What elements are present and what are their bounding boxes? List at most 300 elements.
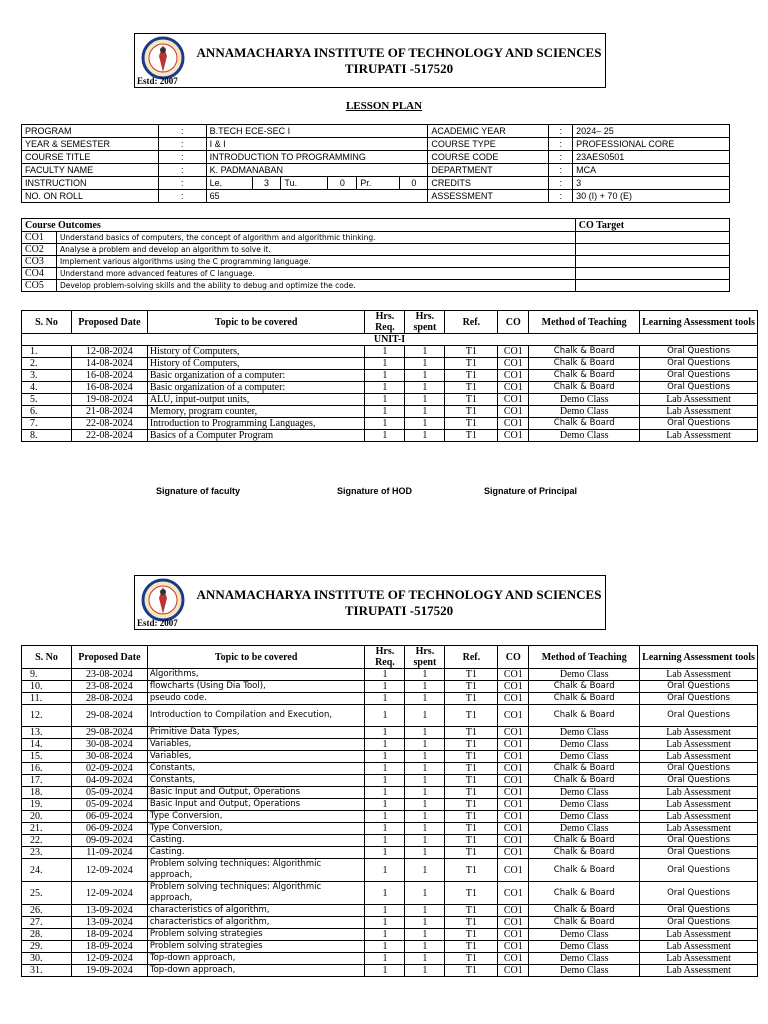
table-row	[22, 705, 758, 727]
cell-tools: Oral Questions	[640, 847, 758, 859]
cell-co: CO1	[498, 763, 529, 775]
cell-date: 05-09-2024	[71, 787, 147, 799]
header-date: Proposed Date	[71, 646, 147, 669]
cell-hrs-spent: 1	[405, 929, 445, 941]
cell-sno: 13.	[22, 727, 72, 739]
info-label: DEPARTMENT	[428, 164, 549, 177]
co-target	[575, 280, 729, 292]
cell-sno: 26.	[22, 905, 72, 917]
info-colon: :	[158, 164, 206, 177]
cell-method: Chalk & Board	[529, 382, 640, 394]
cell-topic: characteristics of algorithm,	[147, 905, 365, 917]
cell-co: CO1	[498, 693, 529, 705]
info-colon: :	[549, 190, 573, 203]
table-row	[22, 346, 758, 358]
cell-tools: Lab Assessment	[640, 406, 758, 418]
course-outcomes-header: Course Outcomes	[22, 219, 576, 232]
table-row	[22, 787, 758, 799]
cell-ref: T1	[445, 811, 498, 823]
institute-name: ANNAMACHARYA INSTITUTE OF TECHNOLOGY AND SCIENCES TIRUPATI -517520	[196, 45, 602, 76]
cell-co: CO1	[498, 669, 529, 681]
cell-date: 28-08-2024	[71, 693, 147, 705]
co-code: CO3	[22, 256, 57, 268]
cell-co: CO1	[498, 705, 529, 727]
cell-hrs-req: 1	[365, 965, 405, 977]
info-colon: :	[549, 125, 573, 138]
cell-method: Chalk & Board	[529, 763, 640, 775]
cell-tools: Oral Questions	[640, 370, 758, 382]
cell-hrs-spent: 1	[405, 705, 445, 727]
cell-co: CO1	[498, 835, 529, 847]
cell-ref: T1	[445, 847, 498, 859]
cell-tools: Lab Assessment	[640, 823, 758, 835]
cell-date: 16-08-2024	[71, 382, 147, 394]
cell-co: CO1	[498, 847, 529, 859]
cell-sno: 3.	[22, 370, 72, 382]
table-row	[22, 953, 758, 965]
cell-sno: 11.	[22, 693, 72, 705]
co-row	[22, 232, 730, 244]
cell-hrs-spent: 1	[405, 430, 445, 442]
cell-tools: Oral Questions	[640, 346, 758, 358]
info-label: COURSE TYPE	[428, 138, 549, 151]
cell-hrs-spent: 1	[405, 727, 445, 739]
cell-tools: Oral Questions	[640, 905, 758, 917]
cell-tools: Lab Assessment	[640, 394, 758, 406]
cell-method: Demo Class	[529, 727, 640, 739]
cell-method: Chalk & Board	[529, 705, 640, 727]
info-value: INTRODUCTION TO PROGRAMMING	[206, 151, 428, 164]
cell-topic: Problem solving techniques: Algorithmic approach,	[147, 882, 365, 905]
header-hrs-req: Hrs. Req.	[365, 311, 405, 334]
header-hrs-spent: Hrs. spent	[405, 311, 445, 334]
cell-topic: Introduction to Compilation and Execution,	[147, 705, 365, 727]
cell-topic: Casting.	[147, 835, 365, 847]
cell-tools: Lab Assessment	[640, 929, 758, 941]
cell-ref: T1	[445, 430, 498, 442]
cell-ref: T1	[445, 681, 498, 693]
co-row	[22, 244, 730, 256]
cell-ref: T1	[445, 763, 498, 775]
cell-topic: Problem solving techniques: Algorithmic approach,	[147, 859, 365, 882]
cell-date: 06-09-2024	[71, 811, 147, 823]
info-row	[22, 177, 730, 190]
co-code: CO5	[22, 280, 57, 292]
cell-tools: Oral Questions	[640, 882, 758, 905]
co-row	[22, 280, 730, 292]
cell-date: 04-09-2024	[71, 775, 147, 787]
cell-tools: Lab Assessment	[640, 751, 758, 763]
info-value: 2024– 25	[573, 125, 730, 138]
estd-label: Estd: 2007	[137, 76, 178, 86]
info-row	[22, 190, 730, 203]
cell-sno: 29.	[22, 941, 72, 953]
cell-hrs-spent: 1	[405, 835, 445, 847]
cell-date: 22-08-2024	[71, 430, 147, 442]
cell-method: Demo Class	[529, 430, 640, 442]
cell-hrs-req: 1	[365, 847, 405, 859]
cell-sno: 5.	[22, 394, 72, 406]
cell-ref: T1	[445, 775, 498, 787]
cell-hrs-spent: 1	[405, 681, 445, 693]
cell-method: Demo Class	[529, 406, 640, 418]
info-value: K. PADMANABAN	[206, 164, 428, 177]
table-row	[22, 775, 758, 787]
cell-co: CO1	[498, 739, 529, 751]
cell-sno: 4.	[22, 382, 72, 394]
cell-hrs-spent: 1	[405, 859, 445, 882]
cell-method: Chalk & Board	[529, 882, 640, 905]
cell-date: 12-08-2024	[71, 346, 147, 358]
co-target	[575, 256, 729, 268]
cell-topic: Basic Input and Output, Operations	[147, 787, 365, 799]
cell-date: 18-09-2024	[71, 929, 147, 941]
cell-topic: Introduction to Programming Languages,	[147, 418, 365, 430]
cell-hrs-req: 1	[365, 917, 405, 929]
cell-hrs-spent: 1	[405, 418, 445, 430]
cell-ref: T1	[445, 859, 498, 882]
cell-sno: 15.	[22, 751, 72, 763]
cell-hrs-spent: 1	[405, 941, 445, 953]
cell-ref: T1	[445, 905, 498, 917]
cell-sno: 17.	[22, 775, 72, 787]
header-date: Proposed Date	[71, 311, 147, 334]
cell-topic: Type Conversion,	[147, 811, 365, 823]
cell-ref: T1	[445, 751, 498, 763]
cell-tools: Lab Assessment	[640, 787, 758, 799]
header-tools: Learning Assessment tools	[640, 646, 758, 669]
cell-topic: Type Conversion,	[147, 823, 365, 835]
cell-date: 19-09-2024	[71, 965, 147, 977]
cell-co: CO1	[498, 775, 529, 787]
cell-hrs-req: 1	[365, 358, 405, 370]
cell-hrs-spent: 1	[405, 953, 445, 965]
cell-topic: Constants,	[147, 775, 365, 787]
cell-co: CO1	[498, 917, 529, 929]
header-sno: S. No	[22, 646, 72, 669]
header-tools: Learning Assessment tools	[640, 311, 758, 334]
info-label: INSTRUCTION	[22, 177, 159, 190]
cell-hrs-spent: 1	[405, 370, 445, 382]
info-row	[22, 151, 730, 164]
cell-method: Demo Class	[529, 394, 640, 406]
cell-hrs-spent: 1	[405, 811, 445, 823]
cell-ref: T1	[445, 739, 498, 751]
cell-sno: 9.	[22, 669, 72, 681]
header-ref: Ref.	[445, 646, 498, 669]
cell-sno: 31.	[22, 965, 72, 977]
cell-co: CO1	[498, 382, 529, 394]
cell-hrs-req: 1	[365, 953, 405, 965]
table-row	[22, 693, 758, 705]
header-ref: Ref.	[445, 311, 498, 334]
cell-date: 30-08-2024	[71, 751, 147, 763]
cell-hrs-spent: 1	[405, 799, 445, 811]
cell-topic: Basic Input and Output, Operations	[147, 799, 365, 811]
signature-principal: Signature of Principal	[484, 486, 578, 496]
cell-co: CO1	[498, 823, 529, 835]
cell-ref: T1	[445, 835, 498, 847]
header-sno: S. No	[22, 311, 72, 334]
cell-hrs-spent: 1	[405, 669, 445, 681]
cell-ref: T1	[445, 727, 498, 739]
cell-hrs-spent: 1	[405, 394, 445, 406]
header-hrs-req: Hrs. Req.	[365, 646, 405, 669]
info-value: 23AES0501	[573, 151, 730, 164]
cell-hrs-spent: 1	[405, 358, 445, 370]
cell-co: CO1	[498, 394, 529, 406]
cell-ref: T1	[445, 823, 498, 835]
cell-sno: 25.	[22, 882, 72, 905]
cell-sno: 21.	[22, 823, 72, 835]
co-target-header: CO Target	[575, 219, 729, 232]
cell-tools: Oral Questions	[640, 775, 758, 787]
cell-hrs-spent: 1	[405, 739, 445, 751]
cell-topic: Variables,	[147, 739, 365, 751]
cell-tools: Lab Assessment	[640, 941, 758, 953]
cell-method: Demo Class	[529, 811, 640, 823]
cell-method: Demo Class	[529, 751, 640, 763]
cell-date: 12-09-2024	[71, 882, 147, 905]
table-row	[22, 430, 758, 442]
instruction-pr-label: Pr.	[357, 177, 400, 189]
cell-topic: Basic organization of a computer:	[147, 382, 365, 394]
course-outcomes-table	[21, 218, 730, 292]
header-hrs-spent: Hrs. spent	[405, 646, 445, 669]
table-row	[22, 882, 758, 905]
cell-sno: 10.	[22, 681, 72, 693]
cell-tools: Oral Questions	[640, 917, 758, 929]
co-row	[22, 268, 730, 280]
cell-method: Demo Class	[529, 965, 640, 977]
cell-hrs-req: 1	[365, 705, 405, 727]
header-method: Method of Teaching	[529, 311, 640, 334]
table-row	[22, 835, 758, 847]
cell-topic: Primitive Data Types,	[147, 727, 365, 739]
table-row	[22, 847, 758, 859]
co-text: Understand more advanced features of C language.	[56, 268, 575, 280]
cell-hrs-req: 1	[365, 751, 405, 763]
cell-tools: Oral Questions	[640, 693, 758, 705]
instruction-pr-value: 0	[400, 177, 428, 189]
cell-hrs-spent: 1	[405, 693, 445, 705]
cell-co: CO1	[498, 370, 529, 382]
cell-co: CO1	[498, 965, 529, 977]
cell-method: Chalk & Board	[529, 835, 640, 847]
cell-method: Demo Class	[529, 929, 640, 941]
info-colon: :	[549, 138, 573, 151]
cell-date: 09-09-2024	[71, 835, 147, 847]
cell-date: 02-09-2024	[71, 763, 147, 775]
info-value: B.TECH ECE-SEC I	[206, 125, 428, 138]
cell-date: 13-09-2024	[71, 917, 147, 929]
instruction-le-label: Le.	[209, 178, 223, 188]
cell-sno: 23.	[22, 847, 72, 859]
cell-date: 12-09-2024	[71, 859, 147, 882]
cell-sno: 22.	[22, 835, 72, 847]
co-target	[575, 268, 729, 280]
cell-date: 14-08-2024	[71, 358, 147, 370]
cell-sno: 16.	[22, 763, 72, 775]
cell-co: CO1	[498, 799, 529, 811]
cell-hrs-req: 1	[365, 823, 405, 835]
cell-topic: ALU, input-output units,	[147, 394, 365, 406]
cell-date: 13-09-2024	[71, 905, 147, 917]
cell-hrs-req: 1	[365, 346, 405, 358]
co-row	[22, 256, 730, 268]
cell-sno: 28.	[22, 929, 72, 941]
institute-header-2	[134, 575, 606, 630]
cell-topic: Casting.	[147, 847, 365, 859]
cell-ref: T1	[445, 929, 498, 941]
cell-date: 23-08-2024	[71, 681, 147, 693]
header-co: CO	[498, 646, 529, 669]
cell-hrs-spent: 1	[405, 751, 445, 763]
cell-hrs-req: 1	[365, 418, 405, 430]
info-colon: :	[158, 151, 206, 164]
cell-topic: Basics of a Computer Program	[147, 430, 365, 442]
cell-ref: T1	[445, 787, 498, 799]
cell-hrs-req: 1	[365, 394, 405, 406]
header-method: Method of Teaching	[529, 646, 640, 669]
cell-hrs-spent: 1	[405, 763, 445, 775]
co-code: CO4	[22, 268, 57, 280]
cell-sno: 6.	[22, 406, 72, 418]
cell-ref: T1	[445, 693, 498, 705]
cell-co: CO1	[498, 346, 529, 358]
table-row	[22, 859, 758, 882]
header-topic: Topic to be covered	[147, 311, 365, 334]
cell-sno: 8.	[22, 430, 72, 442]
cell-date: 21-08-2024	[71, 406, 147, 418]
info-row	[22, 138, 730, 151]
info-label: ACADEMIC YEAR	[428, 125, 549, 138]
cell-ref: T1	[445, 382, 498, 394]
cell-hrs-req: 1	[365, 430, 405, 442]
info-value	[206, 177, 428, 190]
cell-hrs-req: 1	[365, 775, 405, 787]
institute-header	[134, 33, 606, 88]
cell-co: CO1	[498, 787, 529, 799]
cell-date: 29-08-2024	[71, 727, 147, 739]
cell-date: 05-09-2024	[71, 799, 147, 811]
info-label: CREDITS	[428, 177, 549, 190]
header-co: CO	[498, 311, 529, 334]
cell-date: 11-09-2024	[71, 847, 147, 859]
info-value: I & I	[206, 138, 428, 151]
cell-date: 18-09-2024	[71, 941, 147, 953]
cell-method: Chalk & Board	[529, 847, 640, 859]
cell-tools: Lab Assessment	[640, 965, 758, 977]
cell-hrs-spent: 1	[405, 823, 445, 835]
cell-hrs-spent: 1	[405, 905, 445, 917]
cell-tools: Lab Assessment	[640, 953, 758, 965]
cell-co: CO1	[498, 953, 529, 965]
cell-co: CO1	[498, 430, 529, 442]
info-colon: :	[549, 151, 573, 164]
info-value: MCA	[573, 164, 730, 177]
info-row	[22, 164, 730, 177]
cell-method: Chalk & Board	[529, 370, 640, 382]
cell-topic: Problem solving strategies	[147, 941, 365, 953]
cell-method: Demo Class	[529, 669, 640, 681]
cell-sno: 20.	[22, 811, 72, 823]
cell-tools: Oral Questions	[640, 859, 758, 882]
cell-hrs-spent: 1	[405, 406, 445, 418]
table-row	[22, 739, 758, 751]
cell-ref: T1	[445, 941, 498, 953]
cell-hrs-spent: 1	[405, 787, 445, 799]
cell-method: Chalk & Board	[529, 917, 640, 929]
signature-hod: Signature of HOD	[337, 486, 413, 496]
cell-hrs-req: 1	[365, 382, 405, 394]
cell-ref: T1	[445, 705, 498, 727]
cell-sno: 19.	[22, 799, 72, 811]
cell-tools: Lab Assessment	[640, 669, 758, 681]
cell-method: Chalk & Board	[529, 905, 640, 917]
cell-tools: Oral Questions	[640, 358, 758, 370]
cell-co: CO1	[498, 681, 529, 693]
lesson-plan-table-1	[21, 310, 758, 442]
info-value: 30 (I) + 70 (E)	[573, 190, 730, 203]
cell-co: CO1	[498, 418, 529, 430]
table-row	[22, 905, 758, 917]
cell-topic: flowcharts (Using Dia Tool),	[147, 681, 365, 693]
signature-faculty: Signature of faculty	[156, 486, 241, 496]
cell-date: 16-08-2024	[71, 370, 147, 382]
cell-hrs-spent: 1	[405, 965, 445, 977]
cell-hrs-req: 1	[365, 739, 405, 751]
cell-ref: T1	[445, 370, 498, 382]
cell-date: 19-08-2024	[71, 394, 147, 406]
cell-method: Chalk & Board	[529, 775, 640, 787]
cell-date: 29-08-2024	[71, 705, 147, 727]
cell-ref: T1	[445, 669, 498, 681]
cell-hrs-req: 1	[365, 941, 405, 953]
info-colon: :	[158, 138, 206, 151]
cell-tools: Lab Assessment	[640, 430, 758, 442]
cell-topic: Basic organization of a computer:	[147, 370, 365, 382]
cell-hrs-req: 1	[365, 811, 405, 823]
cell-method: Chalk & Board	[529, 358, 640, 370]
cell-hrs-req: 1	[365, 882, 405, 905]
cell-method: Demo Class	[529, 953, 640, 965]
cell-tools: Lab Assessment	[640, 799, 758, 811]
cell-sno: 12.	[22, 705, 72, 727]
cell-tools: Oral Questions	[640, 681, 758, 693]
cell-sno: 24.	[22, 859, 72, 882]
cell-method: Chalk & Board	[529, 346, 640, 358]
page-title: LESSON PLAN	[345, 100, 423, 112]
cell-method: Chalk & Board	[529, 693, 640, 705]
cell-sno: 1.	[22, 346, 72, 358]
cell-tools: Oral Questions	[640, 763, 758, 775]
cell-co: CO1	[498, 905, 529, 917]
cell-co: CO1	[498, 811, 529, 823]
lesson-plan-table-2	[21, 645, 758, 977]
info-label: NO. ON ROLL	[22, 190, 159, 203]
cell-date: 30-08-2024	[71, 739, 147, 751]
cell-tools: Lab Assessment	[640, 739, 758, 751]
cell-date: 23-08-2024	[71, 669, 147, 681]
cell-hrs-spent: 1	[405, 346, 445, 358]
header-topic: Topic to be covered	[147, 646, 365, 669]
table-row	[22, 406, 758, 418]
info-row	[22, 125, 730, 138]
table-row	[22, 727, 758, 739]
cell-method: Demo Class	[529, 823, 640, 835]
cell-method: Demo Class	[529, 799, 640, 811]
